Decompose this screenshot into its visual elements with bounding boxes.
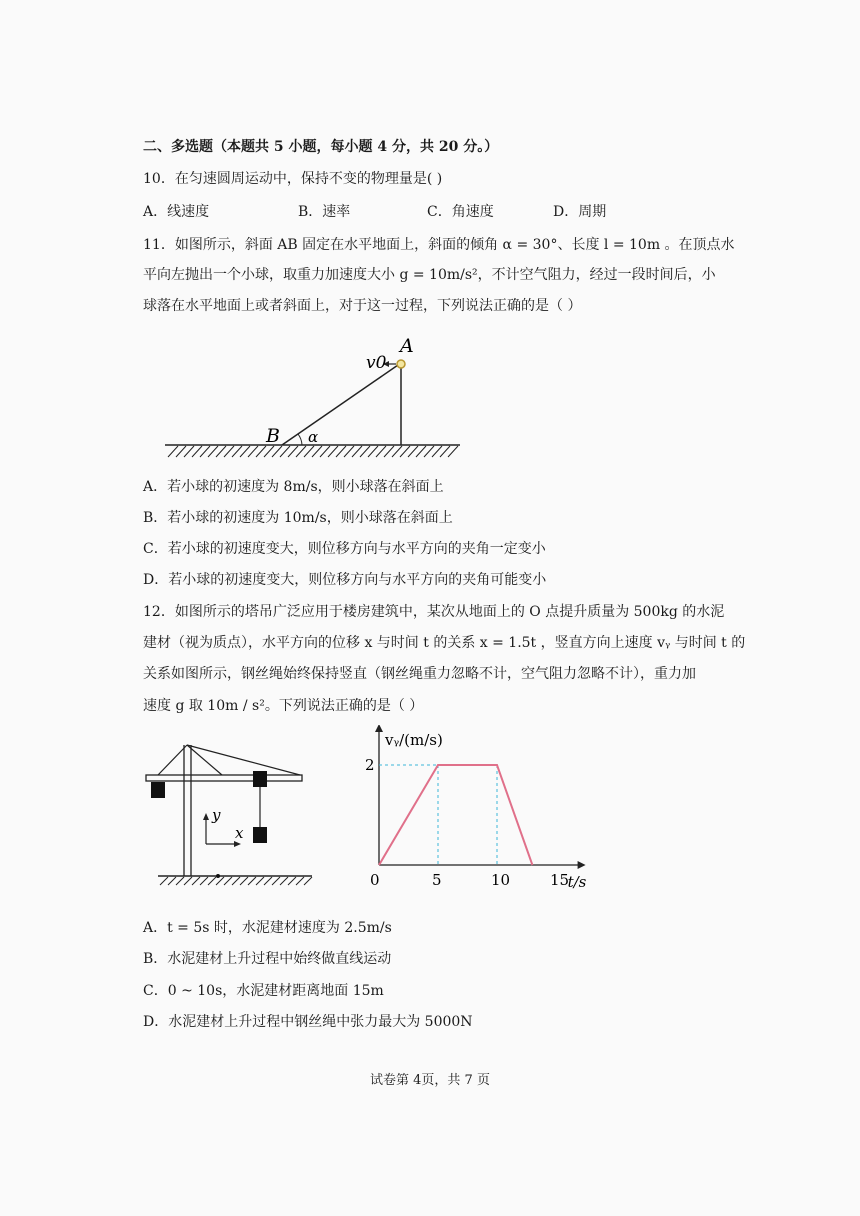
page-footer: 试卷第 4页，共 7 页 xyxy=(370,1073,490,1088)
q12-option-a[interactable]: A．t = 5s 时，水泥建材速度为 2.5m/s xyxy=(143,920,392,936)
q11-stem-line-2: 平向左抛出一个小球，取重力加速度大小 g = 10m/s²，不计空气阻力，经过一段时间后，小 xyxy=(143,267,716,283)
q11-option-b[interactable]: B．若小球的初速度为 10m/s，则小球落在斜面上 xyxy=(143,510,453,526)
ball xyxy=(397,360,405,368)
vt-chart xyxy=(355,725,595,895)
counterweight xyxy=(151,782,165,798)
label-alpha: α xyxy=(308,428,319,446)
angle-arc xyxy=(298,434,302,445)
crane-figure xyxy=(140,740,320,890)
q11-option-c[interactable]: C．若小球的初速度变大，则位移方向与水平方向的夹角一定变小 xyxy=(143,541,546,557)
vt-series-line xyxy=(379,765,532,865)
q12-stem-line-3: 关系如图所示，钢丝绳始终保持竖直（钢丝绳重力忽略不计，空气阻力忽略不计），重力加 xyxy=(143,666,696,682)
label-v0: v0 xyxy=(366,353,387,373)
section-header: 二、多选题（本题共 5 小题，每小题 4 分，共 20 分。） xyxy=(143,139,499,155)
q12-option-c[interactable]: C．0 ~ 10s，水泥建材距离地面 15m xyxy=(143,983,384,999)
x-tick-label-5: 5 xyxy=(432,871,442,889)
q12-option-b[interactable]: B．水泥建材上升过程中始终做直线运动 xyxy=(143,951,392,967)
q11-stem-line-3: 球落在水平地面上或者斜面上，对于这一过程，下列说法正确的是（ ） xyxy=(143,298,582,314)
q10-option-d[interactable]: D．周期 xyxy=(553,204,607,220)
x-axis-label: t/s xyxy=(567,873,587,891)
y-tick-label-2: 2 xyxy=(365,756,375,774)
q10-option-c[interactable]: C．角速度 xyxy=(427,204,494,220)
y-axis-label: vᵧ/(m/s) xyxy=(385,731,443,749)
x-tick-label-0: 0 xyxy=(370,871,380,889)
label-A: A xyxy=(400,335,414,357)
q10-option-a[interactable]: A．线速度 xyxy=(143,204,210,220)
crane-x-label: x xyxy=(235,824,244,842)
y-axis-arrow xyxy=(375,725,383,732)
trolley xyxy=(253,771,267,787)
label-B: B xyxy=(266,425,280,447)
q11-option-d[interactable]: D．若小球的初速度变大，则位移方向与水平方向的夹角可能变小 xyxy=(143,572,547,588)
q11-option-a[interactable]: A．若小球的初速度为 8m/s，则小球落在斜面上 xyxy=(143,479,444,495)
x-tick-label-10: 10 xyxy=(491,871,511,889)
q10-stem: 10．在匀速圆周运动中，保持不变的物理量是( ) xyxy=(143,171,443,187)
x-tick-label-15: 15 xyxy=(550,871,570,889)
q12-stem-line-1: 12．如图所示的塔吊广泛应用于楼房建筑中，某次从地面上的 O 点提升质量为 500kg 的水泥 xyxy=(143,604,725,620)
q12-option-d[interactable]: D．水泥建材上升过程中钢丝绳中张力最大为 5000N xyxy=(143,1014,473,1030)
slope-line xyxy=(282,365,398,445)
load-block xyxy=(253,827,267,843)
q10-option-b[interactable]: B．速率 xyxy=(298,204,351,220)
incline-figure xyxy=(150,330,480,465)
x-axis-arrow xyxy=(578,861,586,869)
q12-stem-line-2: 建材（视为质点），水平方向的位移 x 与时间 t 的关系 x = 1.5t ，竖直方向上速度 vᵧ 与时间 t 的 xyxy=(143,635,746,651)
q11-stem-line-1: 11．如图所示，斜面 AB 固定在水平地面上，斜面的倾角 α = 30°、长度 l = 10m 。在顶点水 xyxy=(143,237,735,253)
q12-stem-line-4: 速度 g 取 10m / s²。下列说法正确的是（ ） xyxy=(143,698,424,714)
crane-y-label: y xyxy=(212,806,221,824)
